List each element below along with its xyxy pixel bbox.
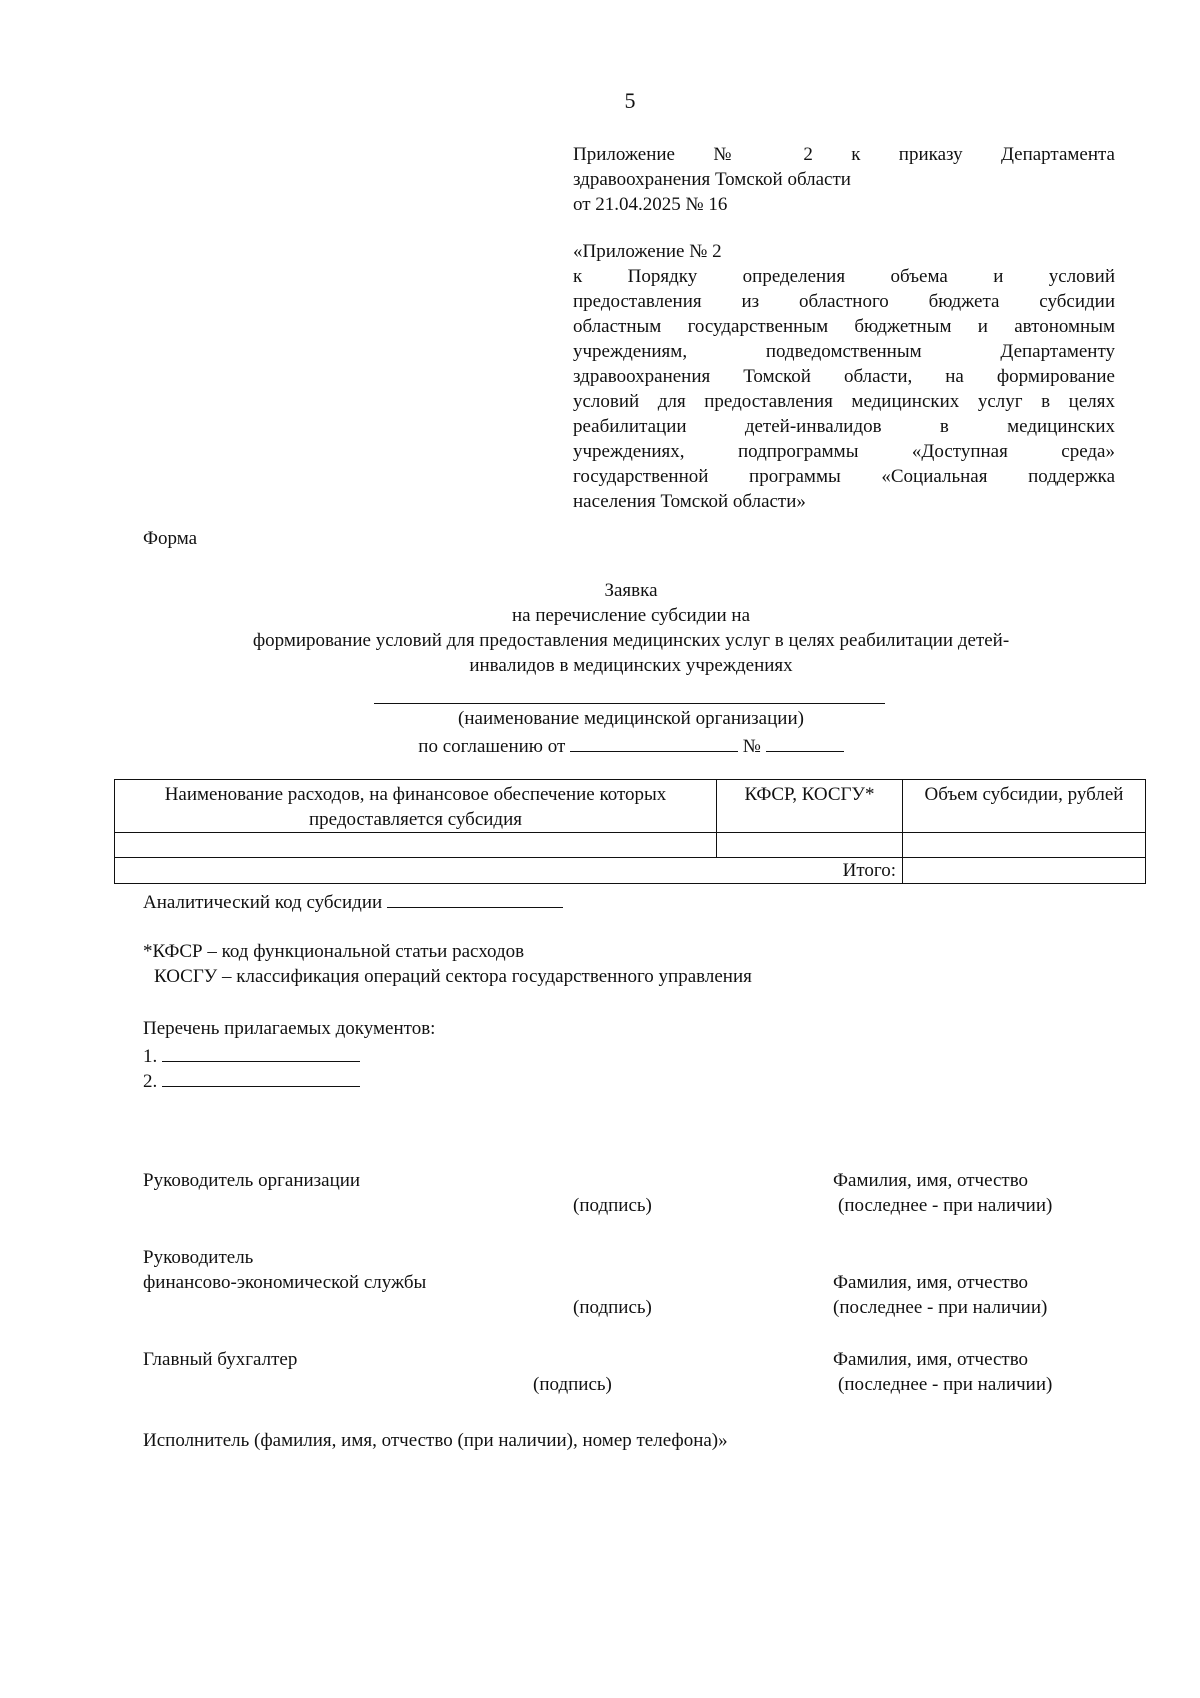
form-label: Форма [143,528,198,549]
document-item-number: 1. [143,1046,158,1067]
signature-role-head: Руководитель организации [143,1170,361,1191]
appendix-line: учреждениям, подведомственным Департаменту [573,341,1115,362]
name-caption-note: (последнее - при наличии) [838,1374,1053,1395]
analytic-code-line [143,887,563,915]
name-caption-note: (последнее - при наличии) [833,1297,1048,1318]
header-line-2: здравоохранения Томской области [573,169,851,190]
table-row [115,833,1146,858]
document-item [143,1066,360,1094]
appendix-line: областным государственным бюджетным и автономным [573,316,1115,337]
analytic-code-label: Аналитический код субсидии [143,892,383,913]
organization-caption: (наименование медицинской организации) [458,708,804,729]
name-caption: Фамилия, имя, отчество [833,1349,1029,1370]
agreement-line [0,731,1200,759]
header-line-3: от 21.04.2025 № 16 [573,194,728,215]
total-value-cell[interactable] [903,858,1146,884]
appendix-line: государственной программы «Социальная поддержка [573,466,1115,487]
signature-caption: (подпись) [533,1374,612,1395]
title-line-2: на перечисление субсидии на [511,605,751,626]
signature-role-finance: Руководитель [143,1247,254,1268]
total-label: Итого: [115,858,903,884]
document-item [143,1041,360,1069]
table-header-row [115,780,1146,833]
name-caption: Фамилия, имя, отчество [833,1272,1029,1293]
table-cell[interactable] [903,833,1146,858]
header-kfsr-kosgu: КФСР, КОСГУ* [717,780,903,833]
document-item-blank [162,1041,360,1062]
executor-line: Исполнитель (фамилия, имя, отчество (при наличии), номер телефона)» [143,1430,728,1451]
agreement-number-sign: № [742,736,761,757]
appendix-line: предоставления из областного бюджета субсидии [573,291,1115,312]
header-expense-name: Наименование расходов, на финансовое обеспечение которых предоставляется субсидия [115,780,717,833]
expenses-table [114,779,1146,884]
attached-documents-title: Перечень прилагаемых документов: [143,1018,436,1039]
table-cell[interactable] [115,833,717,858]
title-line-1: Заявка [604,580,658,601]
name-caption-note: (последнее - при наличии) [838,1195,1053,1216]
appendix-last-line: населения Томской области» [573,491,806,512]
appendix-line: учреждениях, подпрограммы «Доступная среда» [573,441,1115,462]
appendix-header [573,142,1115,514]
footnote-kosgu: КОСГУ – классификация операций сектора государственного управления [154,966,752,987]
document-item-number: 2. [143,1071,158,1092]
signature-role-finance-line2: финансово-экономической службы [143,1272,427,1293]
page-number: 5 [624,88,636,113]
organization-name-line [374,703,885,704]
appendix-line: реабилитации детей-инвалидов в медицинских [573,416,1115,437]
agreement-number-blank [766,731,844,752]
appendix-line: условий для предоставления медицинских услуг в целях [573,391,1115,412]
signature-caption: (подпись) [573,1297,652,1318]
name-caption: Фамилия, имя, отчество [833,1170,1029,1191]
appendix-title: «Приложение № 2 [573,241,722,262]
footnote-kfsr: *КФСР – код функциональной статьи расходов [143,941,525,962]
signature-role-accountant: Главный бухгалтер [143,1349,298,1370]
table-cell[interactable] [717,833,903,858]
header-subsidy-amount: Объем субсидии, рублей [903,780,1146,833]
agreement-date-blank [570,731,738,752]
appendix-line: здравоохранения Томской области, на формирование [573,366,1115,387]
title-line-3: формирование условий для предоставления медицинских услуг в целях реабилитации детей- [252,630,1010,651]
document-title [143,578,1119,678]
signature-caption: (подпись) [573,1195,652,1216]
appendix-line: к Порядку определения объема и условий [573,266,1115,287]
table-total-row [115,858,1146,884]
title-line-4: инвалидов в медицинских учреждениях [469,655,793,676]
analytic-code-blank [387,887,563,908]
agreement-prefix: по соглашению от [418,736,566,757]
header-line-1: Приложение № 2 к приказу Департамента [573,144,1115,165]
document-item-blank [162,1066,360,1087]
